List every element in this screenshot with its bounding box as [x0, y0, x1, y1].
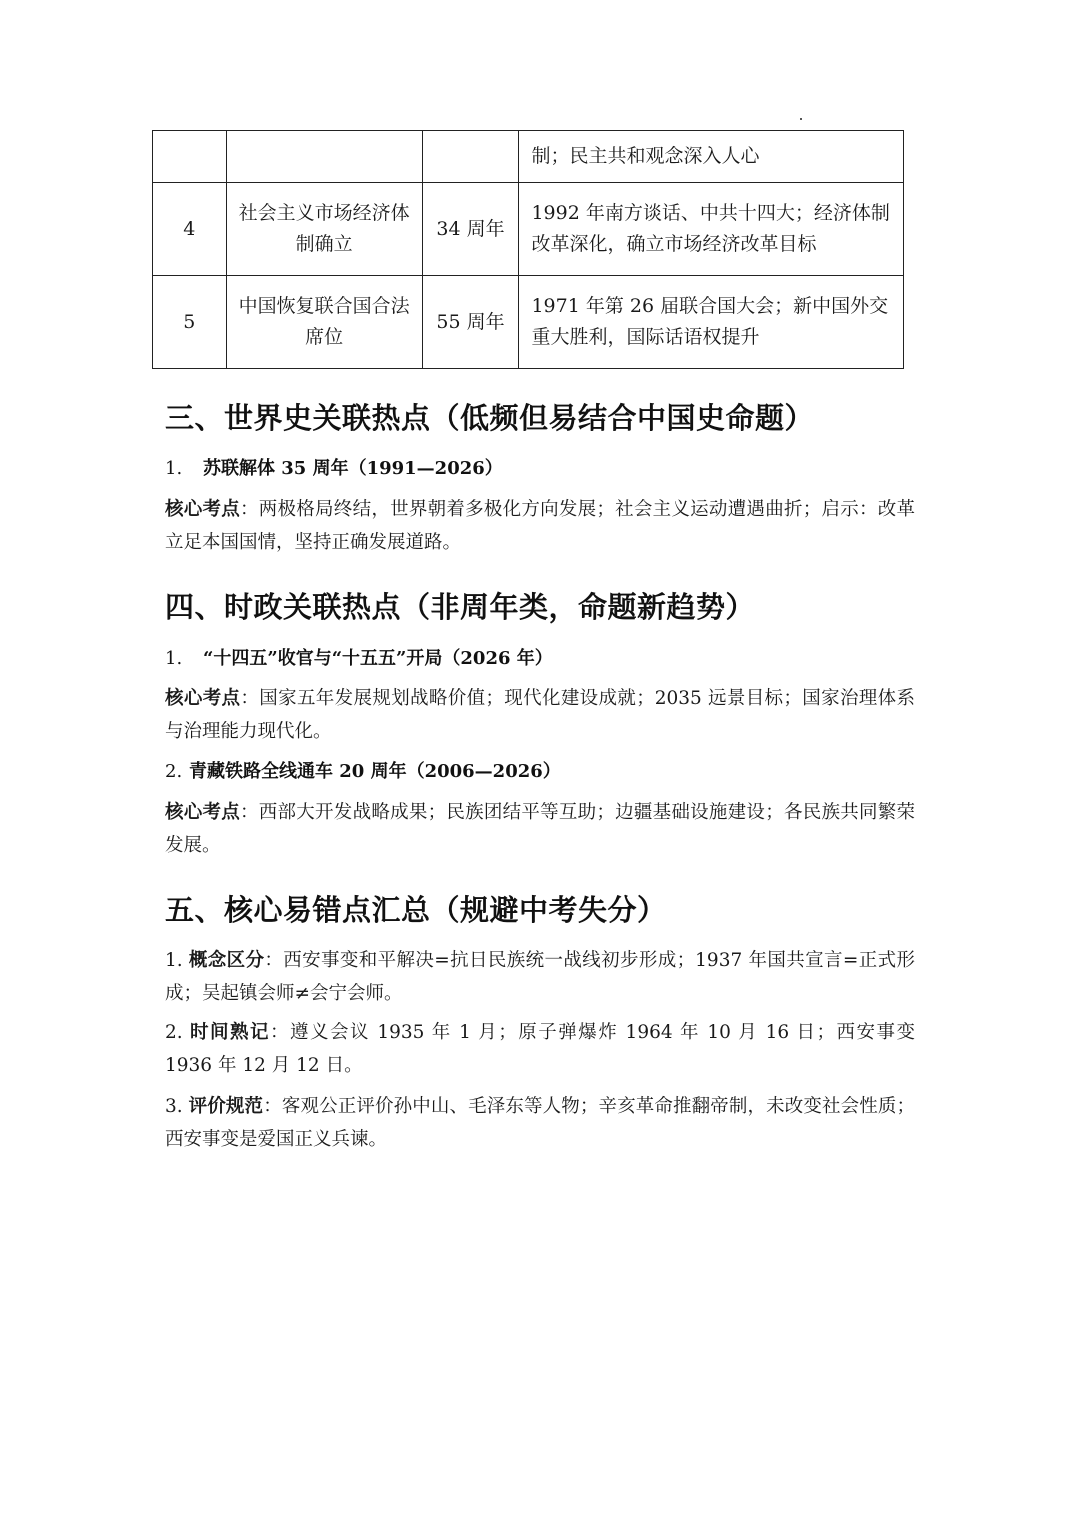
mistake-paragraph — [165, 1090, 915, 1156]
table-row — [153, 276, 904, 369]
item-title-text: 青藏铁路全线通车 20 周年（2006—2026） — [189, 761, 561, 782]
key-points-paragraph — [165, 493, 915, 559]
row-anniversary: 34 周年 — [422, 183, 519, 276]
row-detail: 制；民主共和观念深入人心 — [519, 131, 904, 183]
key-points-label: 核心考点 — [165, 802, 241, 823]
row-index: 4 — [153, 183, 227, 276]
row-index — [153, 131, 227, 183]
item-title-row — [165, 645, 915, 673]
item-title — [165, 645, 915, 673]
item-title-row — [165, 758, 915, 786]
key-points-text: ：国家五年发展规划战略价值；现代化建设成就；2035 远景目标；国家治理体系与治理能力现代化。 — [165, 688, 915, 742]
row-detail: 1971 年第 26 届联合国大会；新中国外交重大胜利，国际话语权提升 — [519, 276, 904, 369]
mistake-label: 概念区分 — [188, 950, 265, 971]
anniversary-table — [152, 130, 904, 369]
item-paragraph — [165, 682, 915, 748]
section-current-affairs — [165, 587, 915, 627]
item-title-text: “十四五”收官与“十五五”开局（2026 年） — [203, 648, 553, 669]
section-common-mistakes — [165, 890, 915, 930]
item-title-row — [165, 455, 915, 483]
item-number: 1. — [165, 950, 183, 971]
row-anniversary — [422, 131, 519, 183]
table-row — [153, 131, 904, 183]
key-points-label: 核心考点 — [165, 688, 241, 709]
page-mark — [800, 118, 802, 120]
row-anniversary: 55 周年 — [422, 276, 519, 369]
item-number: 1. — [165, 458, 183, 479]
mistake-label: 评价规范 — [188, 1096, 264, 1117]
mistake-paragraph — [165, 944, 915, 1010]
item-title — [165, 455, 915, 483]
item-paragraph — [165, 1016, 915, 1082]
key-points-paragraph — [165, 682, 915, 748]
section-heading: 五、核心易错点汇总（规避中考失分） — [165, 893, 667, 927]
item-paragraph — [165, 796, 915, 862]
item-paragraph — [165, 493, 915, 559]
key-points-label: 核心考点 — [165, 499, 241, 520]
row-detail: 1992 年南方谈话、中共十四大；经济体制改革深化，确立市场经济改革目标 — [519, 183, 904, 276]
item-number: 2. — [165, 761, 183, 782]
item-title — [165, 758, 915, 786]
item-number: 2. — [165, 1022, 183, 1043]
mistake-text: ：西安事变和平解决=抗日民族统一战线初步形成；1937 年国共宣言=正式形成；吴起镇会师≠会宁会师。 — [165, 950, 915, 1004]
mistake-paragraph — [165, 1016, 915, 1082]
key-points-paragraph — [165, 796, 915, 862]
item-number: 1. — [165, 648, 183, 669]
row-index: 5 — [153, 276, 227, 369]
mistake-text: ：客观公正评价孙中山、毛泽东等人物；辛亥革命推翻帝制，未改变社会性质；西安事变是爱国正义兵谏。 — [165, 1096, 915, 1150]
item-paragraph — [165, 944, 915, 1010]
section-heading: 三、世界史关联热点（低频但易结合中国史命题） — [165, 401, 815, 435]
section-world-history — [165, 398, 915, 438]
item-title-text: 苏联解体 35 周年（1991—2026） — [203, 458, 503, 479]
row-event-name — [226, 131, 422, 183]
key-points-text: ：西部大开发战略成果；民族团结平等互助；边疆基础设施建设；各民族共同繁荣发展。 — [165, 802, 915, 856]
row-event-name: 社会主义市场经济体制确立 — [226, 183, 422, 276]
row-event-name: 中国恢复联合国合法席位 — [226, 276, 422, 369]
item-paragraph — [165, 1090, 915, 1156]
mistake-label: 时间熟记 — [190, 1022, 270, 1043]
mistake-text: ：遵义会议 1935 年 1 月；原子弹爆炸 1964 年 10 月 16 日；西安事变 1936 年 12 月 12 日。 — [165, 1022, 915, 1076]
section-heading: 四、时政关联热点（非周年类，命题新趋势） — [165, 590, 756, 624]
key-points-text: ：两极格局终结，世界朝着多极化方向发展；社会主义运动遭遇曲折；启示：改革立足本国国情，坚持正确发展道路。 — [165, 499, 915, 553]
table-row — [153, 183, 904, 276]
item-number: 3. — [165, 1096, 183, 1117]
